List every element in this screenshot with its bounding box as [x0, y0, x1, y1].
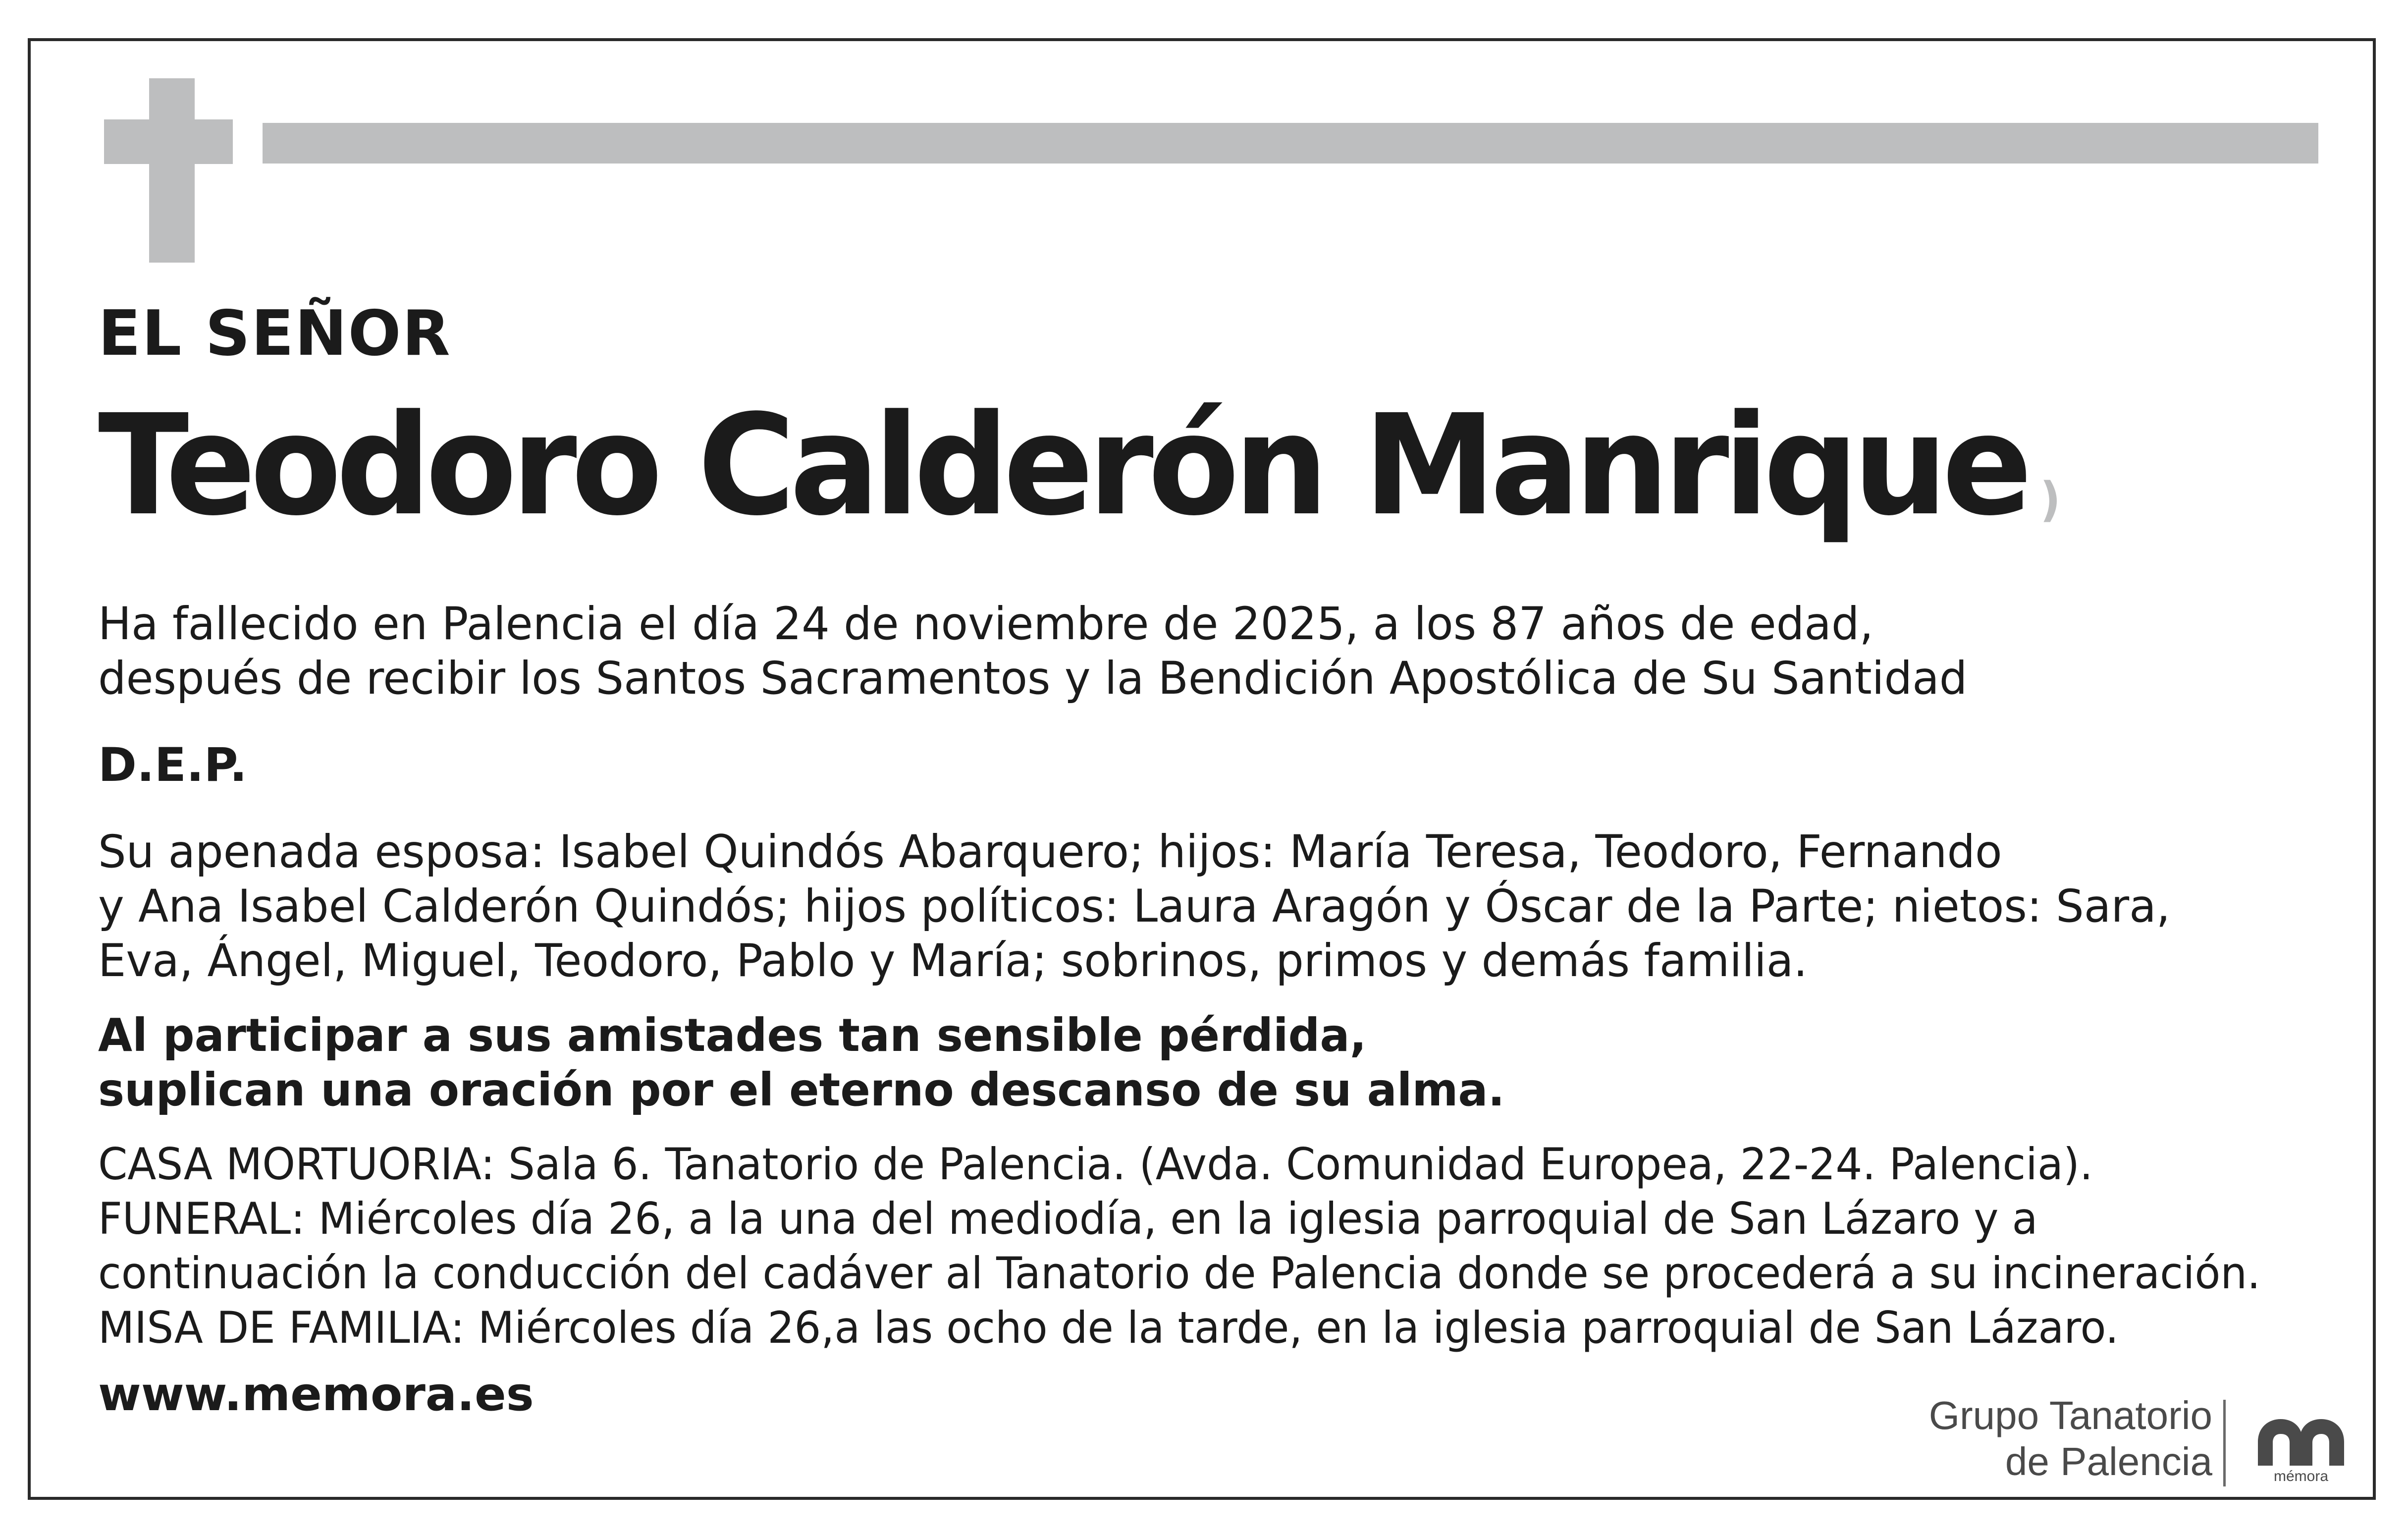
prayer-request — [98, 1008, 1505, 1117]
logo-divider — [2223, 1400, 2226, 1486]
death-notice-line: después de recibir los Santos Sacramentos y la Bendición Apostólica de Su Santidad — [98, 653, 1968, 705]
prayer-line: Al participar a sus amistades tan sensible pérdida, — [98, 1009, 1367, 1062]
family-line: y Ana Isabel Calderón Quindós; hijos políticos: Laura Aragón y Óscar de la Parte; nietos: Sara, — [98, 880, 2171, 933]
dep-text: D.E.P. — [98, 738, 248, 792]
logo-wordmark: mémora — [2273, 1468, 2329, 1484]
details-line: continuación la conducción del cadáver al Tanatorio de Palencia donde se procederá a su incineración. — [98, 1248, 2261, 1299]
details-line: MISA DE FAMILIA: Miércoles día 26,a las ocho de la tarde, en la iglesia parroquial de San Lázaro. — [98, 1302, 2119, 1353]
prayer-line: suplican una oración por el eterno descanso de su alma. — [98, 1063, 1505, 1116]
family-list — [98, 825, 2170, 988]
deceased-name-text: Teodoro Calderón Manrique — [98, 385, 2027, 547]
company-name-line: Grupo Tanatorio — [1928, 1393, 2212, 1437]
death-notice-line: Ha fallecido en Palencia el día 24 de noviembre de 2025, a los 87 años de edad, — [98, 598, 1873, 650]
latin-cross-icon — [149, 78, 195, 263]
family-line: Eva, Ángel, Miguel, Teodoro, Pablo y María; sobrinos, primos y demás familia. — [98, 935, 1808, 987]
title-honorific: EL SEÑOR — [98, 297, 451, 370]
company-name — [1929, 1392, 2212, 1484]
name-mark: ) — [2040, 473, 2061, 527]
death-notice — [98, 597, 1967, 706]
details-line: CASA MORTUORIA: Sala 6. Tanatorio de Palencia. (Avda. Comunidad Europea, 22-24. Palencia). — [98, 1139, 2093, 1190]
company-name-line: de Palencia — [2005, 1439, 2212, 1483]
service-details — [98, 1137, 2260, 1355]
header-rule — [263, 123, 2318, 164]
family-line: Su apenada esposa: Isabel Quindós Abarquero; hijos: María Teresa, Teodoro, Fernando — [98, 826, 2002, 878]
deceased-name — [98, 386, 2061, 579]
latin-cross-icon-bar — [104, 119, 233, 164]
details-line: FUNERAL: Miércoles día 26, a la una del mediodía, en la iglesia parroquial de San Lázaro y a — [98, 1193, 2038, 1244]
website-link[interactable]: www.memora.es — [98, 1368, 534, 1422]
